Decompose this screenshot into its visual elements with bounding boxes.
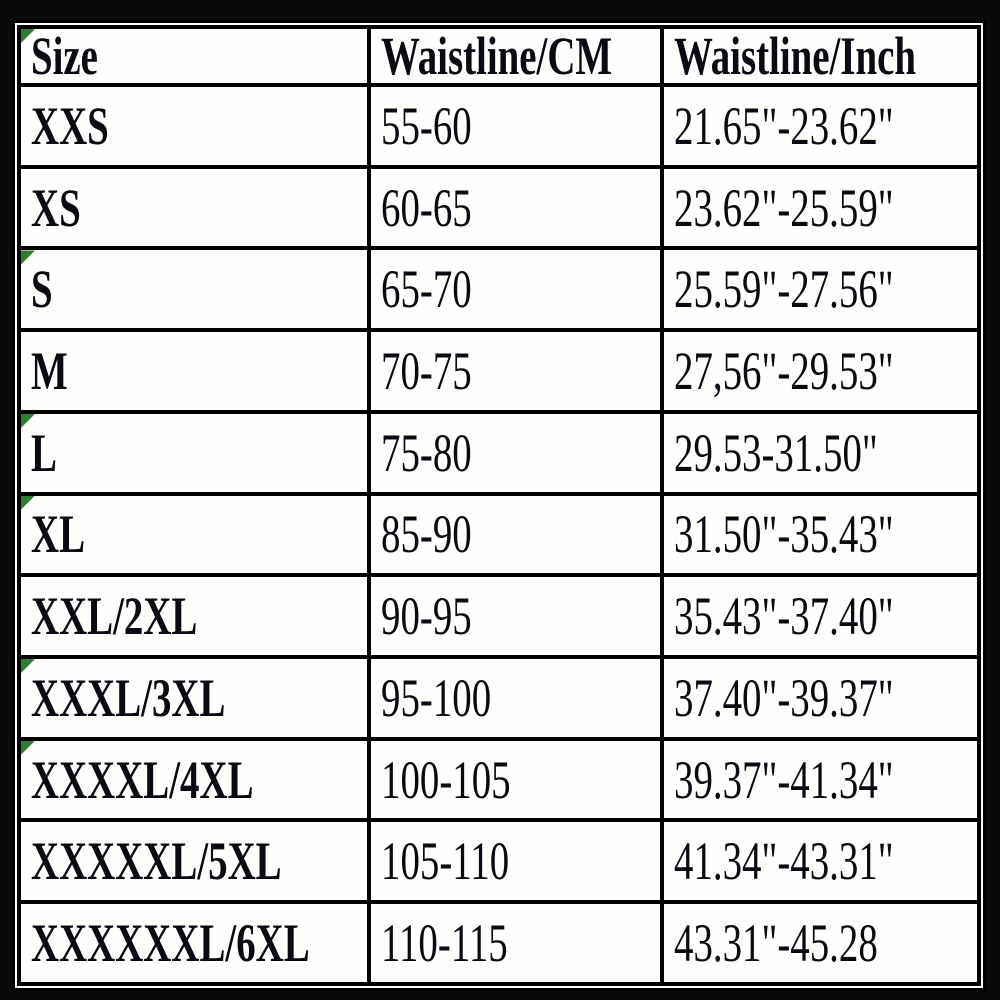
waistline-cm-cell xyxy=(369,657,662,739)
table-row xyxy=(19,657,979,739)
table-row xyxy=(19,902,979,984)
waistline-inch-cell xyxy=(662,575,979,657)
size-cell xyxy=(19,657,369,739)
waistline-cm-value: 60-65 xyxy=(381,177,473,238)
waistline-cm-cell xyxy=(369,330,662,412)
size-cell xyxy=(19,330,369,412)
size-cell xyxy=(19,739,369,821)
waistline-inch-value: 37.40"-39.37" xyxy=(674,667,894,728)
header-cell-size xyxy=(19,27,369,85)
waistline-cm-value: 105-110 xyxy=(381,831,510,892)
size-cell xyxy=(19,494,369,576)
size-cell xyxy=(19,820,369,902)
waistline-cm-cell xyxy=(369,167,662,249)
waistline-inch-cell xyxy=(662,167,979,249)
size-chart-table-wrapper xyxy=(12,20,986,991)
waistline-cm-cell xyxy=(369,820,662,902)
waistline-cm-cell xyxy=(369,494,662,576)
waistline-inch-value: 25.59"-27.56" xyxy=(674,259,894,320)
size-cell xyxy=(19,85,369,167)
waistline-cm-cell xyxy=(369,248,662,330)
waistline-inch-value: 31.50"-35.43" xyxy=(674,504,894,565)
size-value: XXXXL/4XL xyxy=(31,749,254,810)
size-value: XXXXXL/5XL xyxy=(31,831,282,892)
header-label-size: Size xyxy=(31,27,98,85)
header-label-waistline-inch: Waistline/Inch xyxy=(674,27,917,85)
waistline-inch-value: 43.31"-45.28 xyxy=(674,913,878,974)
waistline-inch-cell xyxy=(662,820,979,902)
waistline-inch-cell xyxy=(662,657,979,739)
size-cell xyxy=(19,412,369,494)
size-value: L xyxy=(31,422,57,483)
size-value: S xyxy=(31,259,53,320)
waistline-cm-value: 95-100 xyxy=(381,667,492,728)
table-row xyxy=(19,820,979,902)
size-chart-frame xyxy=(12,20,986,991)
table-row xyxy=(19,575,979,657)
waistline-inch-cell xyxy=(662,248,979,330)
waistline-cm-value: 90-95 xyxy=(381,586,473,647)
waistline-cm-value: 55-60 xyxy=(381,95,473,156)
waistline-inch-cell xyxy=(662,85,979,167)
size-value: XL xyxy=(31,504,86,565)
waistline-inch-value: 39.37"-41.34" xyxy=(674,749,894,810)
waistline-inch-cell xyxy=(662,739,979,821)
waistline-inch-cell xyxy=(662,330,979,412)
header-cell-waistline-inch xyxy=(662,27,979,85)
header-cell-waistline-cm xyxy=(369,27,662,85)
header-row xyxy=(19,27,979,85)
waistline-inch-value: 35.43"-37.40" xyxy=(674,586,894,647)
size-value: XXS xyxy=(31,95,109,156)
table-row xyxy=(19,412,979,494)
waistline-inch-cell xyxy=(662,902,979,984)
size-chart-table xyxy=(17,25,981,986)
table-row xyxy=(19,739,979,821)
waistline-inch-value: 27,56"-29.53" xyxy=(674,341,894,402)
size-value: XXXL/3XL xyxy=(31,667,226,728)
waistline-inch-cell xyxy=(662,494,979,576)
waistline-cm-cell xyxy=(369,85,662,167)
waistline-cm-value: 65-70 xyxy=(381,259,473,320)
waistline-inch-value: 21.65"-23.62" xyxy=(674,95,894,156)
size-value: XXXXXXL/6XL xyxy=(31,913,310,974)
waistline-cm-value: 110-115 xyxy=(381,913,509,974)
waistline-inch-value: 41.34"-43.31" xyxy=(674,831,894,892)
waistline-cm-cell xyxy=(369,902,662,984)
table-row xyxy=(19,494,979,576)
waistline-cm-cell xyxy=(369,739,662,821)
waistline-inch-value: 23.62"-25.59" xyxy=(674,177,894,238)
waistline-cm-cell xyxy=(369,575,662,657)
size-value: M xyxy=(31,341,68,402)
table-row xyxy=(19,167,979,249)
size-cell xyxy=(19,248,369,330)
table-row xyxy=(19,85,979,167)
waistline-cm-value: 75-80 xyxy=(381,422,473,483)
waistline-cm-value: 100-105 xyxy=(381,749,511,810)
waistline-inch-cell xyxy=(662,412,979,494)
header-label-waistline-cm: Waistline/CM xyxy=(381,27,613,85)
table-row xyxy=(19,248,979,330)
waistline-cm-cell xyxy=(369,412,662,494)
waistline-cm-value: 70-75 xyxy=(381,341,473,402)
size-cell xyxy=(19,167,369,249)
size-cell xyxy=(19,902,369,984)
size-value: XXL/2XL xyxy=(31,586,198,647)
table-row xyxy=(19,330,979,412)
size-cell xyxy=(19,575,369,657)
waistline-cm-value: 85-90 xyxy=(381,504,473,565)
size-value: XS xyxy=(31,177,81,238)
waistline-inch-value: 29.53-31.50" xyxy=(674,422,878,483)
